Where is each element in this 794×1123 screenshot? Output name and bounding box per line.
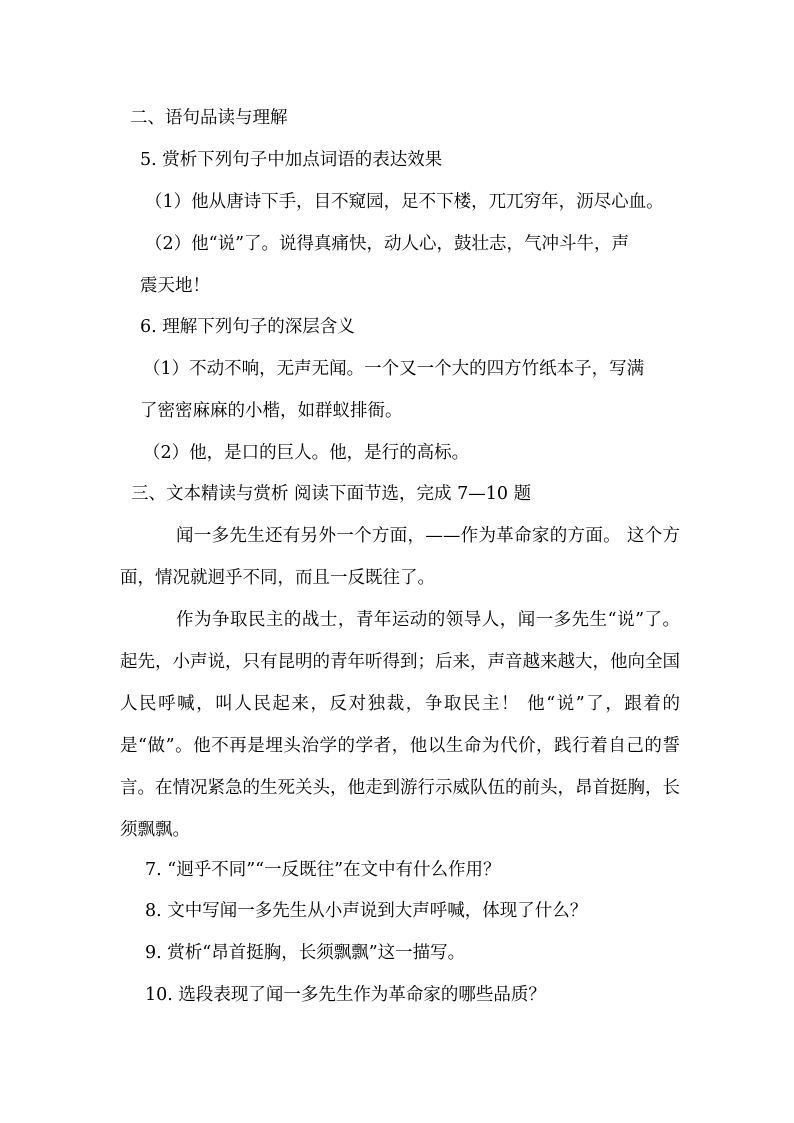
question-10: 10. 选段表现了闻一多先生作为革命家的哪些品质？ (145, 985, 546, 1005)
section-heading-close-reading: 三、文本精读与赏析 阅读下面节选，完成 7—10 题 (131, 484, 532, 504)
question-6-item-2: （2）他，是口的巨人。他，是行的高标。 (143, 443, 470, 463)
question-5-title: 5. 赏析下列句子中加点词语的表达效果 (140, 150, 443, 170)
question-6-title: 6. 理解下列句子的深层含义 (140, 317, 355, 337)
passage-paragraph-2: 作为争取民主的战士，青年运动的领导人，闻一多先生“说”了。起先，小声说，只有昆明的青年听得到；后来，声音越来越大，他向全国人民呼喊，叫人民起来，反对独裁，争取民主！ 他“说”了，跟着的是“做”。他不再是埋头治学的学者，他以生命为代价，践行着自己的誓言。在情况紧急的生死关头，他走到游行示威队伍的前头，昂首挺胸，长须飘飘。 (120, 610, 680, 840)
question-5-item-2-line-2: 震天地！ (140, 276, 210, 296)
question-7: 7. “迥乎不同”“一反既往”在文中有什么作用？ (145, 860, 501, 880)
question-6-item-1-line-1: （1）不动不响，无声无闻。一个又一个大的四方竹纸本子，写满 (143, 359, 645, 379)
question-5-item-2-line-1: （2）他“说”了。说得真痛快，动人心，鼓壮志，气冲斗牛，声 (145, 234, 630, 254)
passage-paragraph-1: 闻一多先生还有另外一个方面，——作为革命家的方面。 这个方面，情况就迥乎不同，而且一反既往了。 (120, 526, 680, 588)
question-8: 8. 文中写闻一多先生从小声说到大声呼喊，体现了什么？ (145, 901, 588, 921)
question-9: 9. 赏析“昂首挺胸，长须飘飘”这一描写。 (145, 943, 466, 963)
section-heading-reading: 二、语句品读与理解 (130, 108, 288, 128)
question-5-item-1: （1）他从唐诗下手，目不窥园，足不下楼，兀兀穷年，沥尽心血。 (145, 192, 664, 212)
question-6-item-1-line-2: 了密密麻麻的小楷，如群蚁排衙。 (140, 401, 403, 421)
